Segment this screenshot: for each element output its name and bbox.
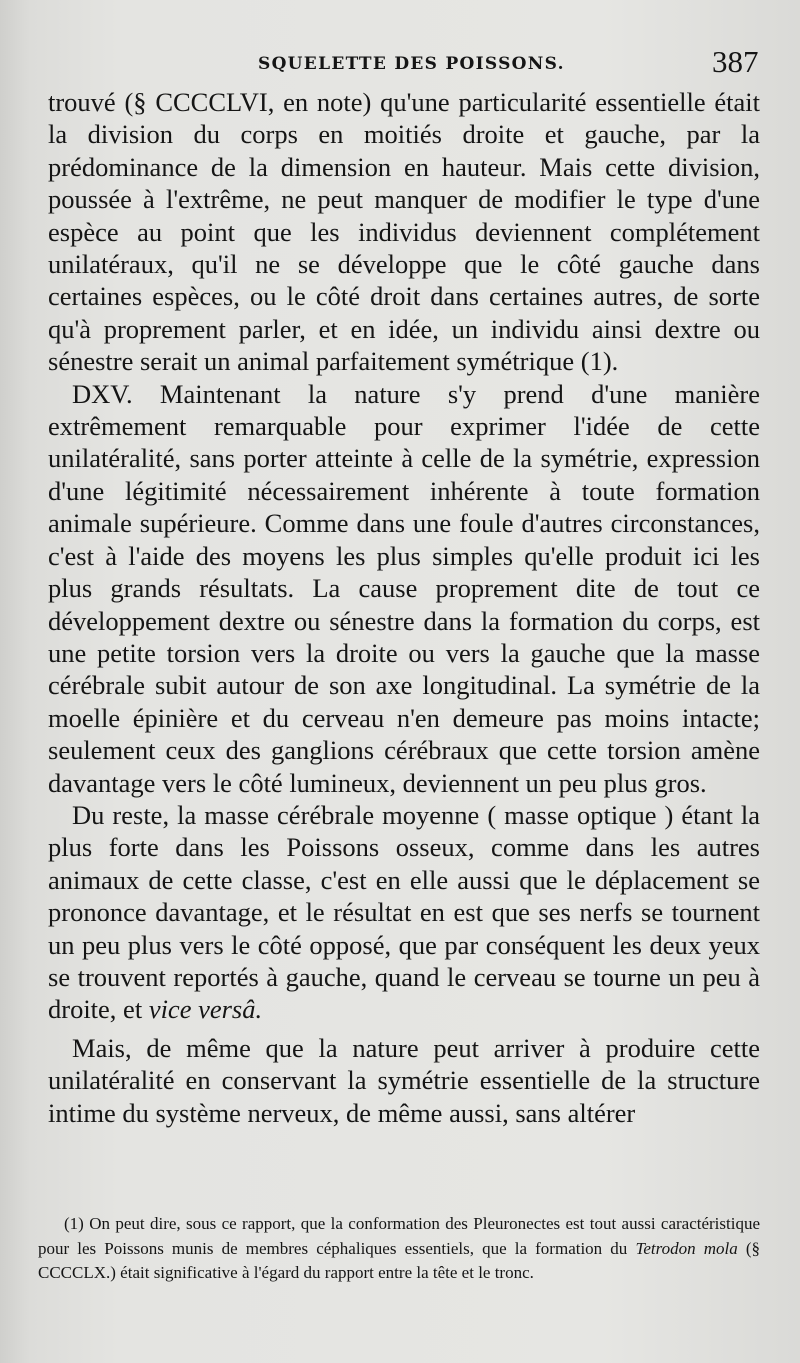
paragraph-3 [48,799,760,1026]
paragraph-3-text: Du reste, la masse cérébrale moyenne ( masse optique ) étant la plus forte dans les Poissons osseux, comme dans les autres animaux de cette classe, c'est en elle aussi que le déplacement se prononce davantage, et le résultat en est que ses nerfs se tournent un peu plus vers le côté opposé, que par conséquent les deux yeux se trouvent reportés à gauche, quand le cerveau se tourne un peu à droite, et [48,799,760,1025]
footnote-italic: Tetrodon mola [635,1238,738,1258]
page-header [0,44,800,88]
paragraph-1: trouvé (§ CCCCLVI, en note) qu'une particularité essentielle était la division du corps en moitiés droite et gauche, par la prédominance de la dimension en hauteur. Mais cette division, poussée à l'extrême, ne peut manquer de modifier le type d'une espèce au point que les individus deviennent complétement unilatéraux, qu'il ne se développe que le côté gauche dans certaines espèces, ou le côté droit dans certaines autres, de sorte qu'à proprement parler, et en idée, un individu ainsi dextre ou sénestre serait un animal parfaitement symétrique (1). [48,87,760,377]
page-number: 387 [712,44,759,79]
running-head: SQUELETTE DES POISSONS. [258,54,565,74]
footnote-text-after: (§ CCCCLX.) était significative à l'égard du rapport entre la tête et le tronc. [38,1238,761,1282]
italic-phrase: vice versâ. [148,994,263,1025]
main-text [48,86,760,1129]
footnote-marker: (1) [64,1214,84,1233]
footnote [38,1212,760,1286]
paragraph-2: DXV. Maintenant la nature s'y prend d'une manière extrêmement remarquable pour exprimer l'idée de cette unilatéralité, sans porter atteinte à celle de la symétrie, expression d'une légitimité nécessairement inhérente à toute formation animale supérieure. Comme dans une foule d'autres circonstances, c'est à l'aide des moyens les plus simples qu'elle produit ici les plus grands résultats. La cause proprement dite de tout ce développement dextre ou sénestre dans la formation du corps, est une petite torsion vers la droite ou vers la gauche que la masse cérébrale subit autour de son axe longitudinal. La symétrie de la moelle épinière et du cerveau n'en demeure pas moins intacte; seulement ceux des ganglions cérébraux que cette torsion amène davantage vers le côté lumineux, deviennent un peu plus gros. [48,378,760,798]
footnote-text-before: On peut dire, sous ce rapport, que la conformation des Pleuronectes est tout aussi caractéristique pour les Poissons munis de membres céphaliques essentiels, que la formation du [38,1214,761,1258]
paragraph-4: Mais, de même que la nature peut arriver à produire cette unilatéralité en conservant la symétrie essentielle de la structure intime du système nerveux, de même aussi, sans altérer [48,1032,760,1128]
